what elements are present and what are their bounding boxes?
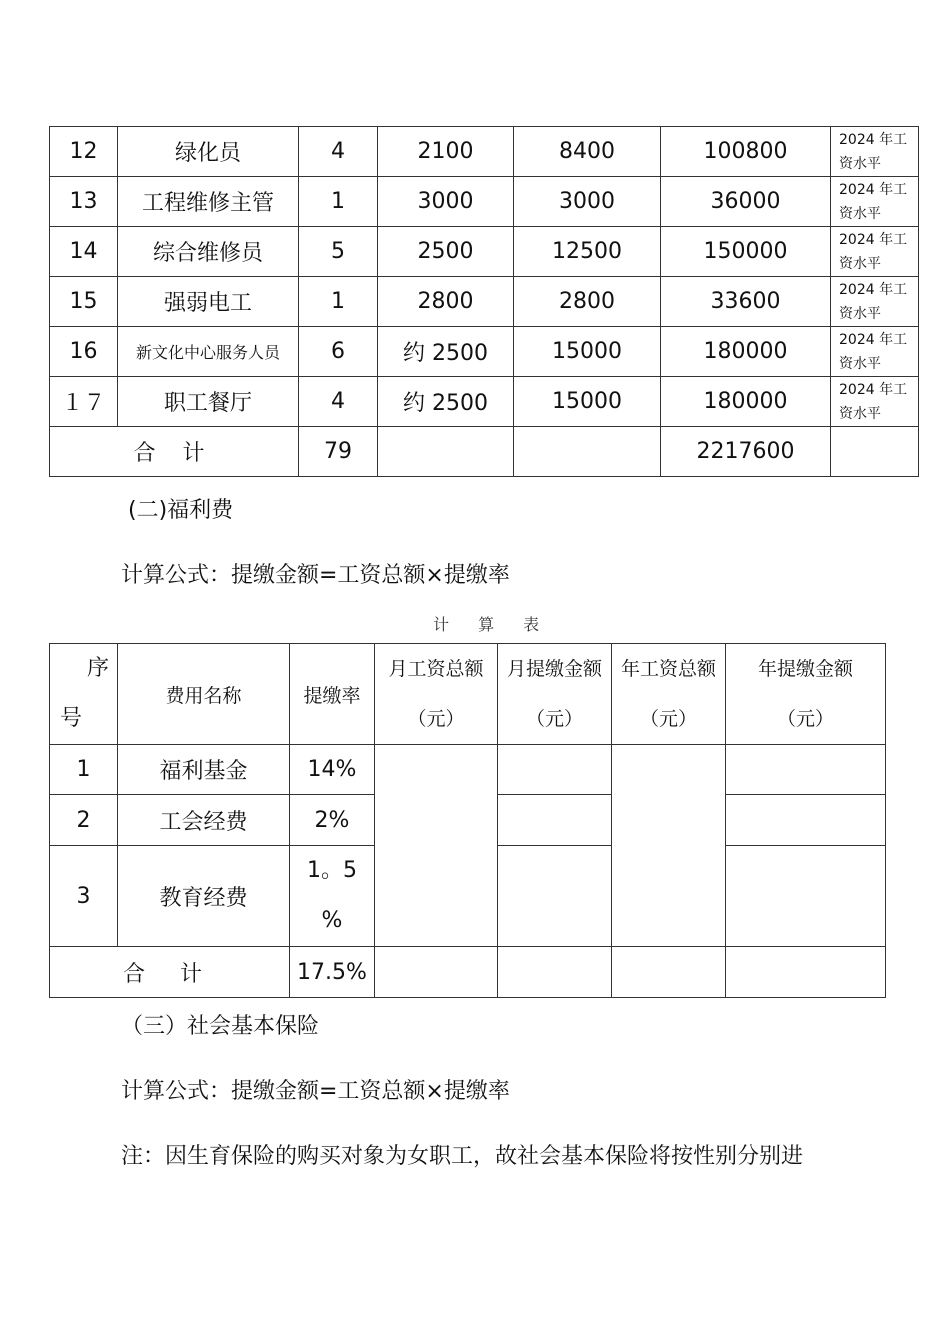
header-number-top: 序 bbox=[86, 656, 109, 681]
row-number: 1 bbox=[50, 745, 118, 795]
annual-total: 180000 bbox=[661, 327, 831, 377]
headcount: 1 bbox=[299, 277, 378, 327]
monthly-total: 3000 bbox=[514, 177, 661, 227]
social-note: 注：因生育保险的购买对象为女职工，故社会基本保险将按性别分别进 bbox=[121, 1144, 804, 1169]
monthly-total: 15000 bbox=[514, 327, 661, 377]
total-rate: 17.5% bbox=[290, 947, 375, 998]
welfare-formula: 计算公式：提缴金额=工资总额×提缴率 bbox=[121, 563, 510, 588]
position-name: 强弱电工 bbox=[118, 277, 299, 327]
row-number: 12 bbox=[50, 127, 118, 177]
table-row bbox=[50, 127, 919, 177]
row-number: 15 bbox=[50, 277, 118, 327]
empty-cell bbox=[498, 947, 612, 998]
header-number-bottom: 号 bbox=[60, 706, 83, 731]
monthly-salary: 2500 bbox=[378, 227, 514, 277]
empty-cell bbox=[726, 947, 886, 998]
empty-cell bbox=[514, 427, 661, 477]
row-note: 2024 年工资水平 bbox=[831, 277, 919, 327]
table-row bbox=[50, 177, 919, 227]
total-label: 合 计 bbox=[50, 947, 290, 998]
row-number: 14 bbox=[50, 227, 118, 277]
position-name: 工程维修主管 bbox=[118, 177, 299, 227]
headcount: 4 bbox=[299, 377, 378, 427]
monthly-salary: 2100 bbox=[378, 127, 514, 177]
total-annual: 2217600 bbox=[661, 427, 831, 477]
annual-total: 100800 bbox=[661, 127, 831, 177]
monthly-total: 12500 bbox=[514, 227, 661, 277]
monthly-salary: 3000 bbox=[378, 177, 514, 227]
annual-contribution-cell bbox=[726, 745, 886, 795]
rate bbox=[290, 846, 375, 947]
row-note: 2024 年工资水平 bbox=[831, 377, 919, 427]
table-row bbox=[50, 277, 919, 327]
fee-name: 教育经费 bbox=[118, 846, 290, 947]
annual-total: 150000 bbox=[661, 227, 831, 277]
table-row bbox=[50, 377, 919, 427]
welfare-heading: (二)福利费 bbox=[128, 498, 234, 523]
monthly-contribution-cell bbox=[498, 745, 612, 795]
header-rate: 提缴率 bbox=[290, 644, 375, 745]
header-monthly-contribution bbox=[498, 644, 612, 745]
total-label: 合 计 bbox=[50, 427, 299, 477]
headcount: 1 bbox=[299, 177, 378, 227]
header-annual-contribution bbox=[726, 644, 886, 745]
empty-cell bbox=[831, 427, 919, 477]
header-unit: （元） bbox=[525, 708, 583, 730]
header-label: 月提缴金额 bbox=[506, 658, 602, 680]
rate: 14% bbox=[290, 745, 375, 795]
monthly-contribution-cell bbox=[498, 846, 612, 947]
header-label: 月工资总额 bbox=[388, 658, 484, 680]
monthly-salary: 2800 bbox=[378, 277, 514, 327]
headcount: 4 bbox=[299, 127, 378, 177]
monthly-contribution-cell bbox=[498, 795, 612, 846]
header-unit: （元） bbox=[407, 708, 465, 730]
rate-line: % bbox=[321, 908, 343, 933]
headcount: 6 bbox=[299, 327, 378, 377]
header-unit: （元） bbox=[776, 708, 834, 730]
row-note: 2024 年工资水平 bbox=[831, 327, 919, 377]
annual-total-cell bbox=[612, 745, 726, 947]
annual-contribution-cell bbox=[726, 795, 886, 846]
row-number: 16 bbox=[50, 327, 118, 377]
row-number: 3 bbox=[50, 846, 118, 947]
empty-cell bbox=[612, 947, 726, 998]
total-row bbox=[50, 427, 919, 477]
row-note: 2024 年工资水平 bbox=[831, 127, 919, 177]
total-headcount: 79 bbox=[299, 427, 378, 477]
rate: 2% bbox=[290, 795, 375, 846]
header-label: 年提缴金额 bbox=[757, 658, 853, 680]
table-caption: 计 算 表 bbox=[433, 615, 552, 634]
monthly-total: 15000 bbox=[514, 377, 661, 427]
row-number: 13 bbox=[50, 177, 118, 227]
empty-cell bbox=[375, 947, 498, 998]
row-number: 2 bbox=[50, 795, 118, 846]
row-note: 2024 年工资水平 bbox=[831, 227, 919, 277]
annual-total: 33600 bbox=[661, 277, 831, 327]
table-row bbox=[50, 745, 886, 795]
table-row bbox=[50, 327, 919, 377]
social-heading: （三）社会基本保险 bbox=[121, 1014, 320, 1039]
header-number bbox=[50, 644, 118, 745]
welfare-table bbox=[49, 643, 886, 998]
fee-name: 工会经费 bbox=[118, 795, 290, 846]
row-number: １７ bbox=[50, 377, 118, 427]
header-unit: （元） bbox=[639, 708, 697, 730]
position-name: 职工餐厅 bbox=[118, 377, 299, 427]
annual-total: 36000 bbox=[661, 177, 831, 227]
fee-name: 福利基金 bbox=[118, 745, 290, 795]
header-row bbox=[50, 644, 886, 745]
rate-line: 1。5 bbox=[307, 858, 357, 883]
monthly-salary: 约 2500 bbox=[378, 327, 514, 377]
position-name: 绿化员 bbox=[118, 127, 299, 177]
annual-contribution-cell bbox=[726, 846, 886, 947]
header-annual-total bbox=[612, 644, 726, 745]
empty-cell bbox=[378, 427, 514, 477]
position-name: 新文化中心服务人员 bbox=[118, 327, 299, 377]
table-row bbox=[50, 227, 919, 277]
header-fee-name: 费用名称 bbox=[118, 644, 290, 745]
header-label: 年工资总额 bbox=[620, 658, 716, 680]
monthly-total: 8400 bbox=[514, 127, 661, 177]
position-name: 综合维修员 bbox=[118, 227, 299, 277]
monthly-total: 2800 bbox=[514, 277, 661, 327]
header-monthly-total bbox=[375, 644, 498, 745]
annual-total: 180000 bbox=[661, 377, 831, 427]
headcount: 5 bbox=[299, 227, 378, 277]
row-note: 2024 年工资水平 bbox=[831, 177, 919, 227]
monthly-salary: 约 2500 bbox=[378, 377, 514, 427]
total-row bbox=[50, 947, 886, 998]
salary-table bbox=[49, 126, 919, 477]
monthly-total-cell bbox=[375, 745, 498, 947]
social-formula: 计算公式：提缴金额=工资总额×提缴率 bbox=[121, 1079, 510, 1104]
